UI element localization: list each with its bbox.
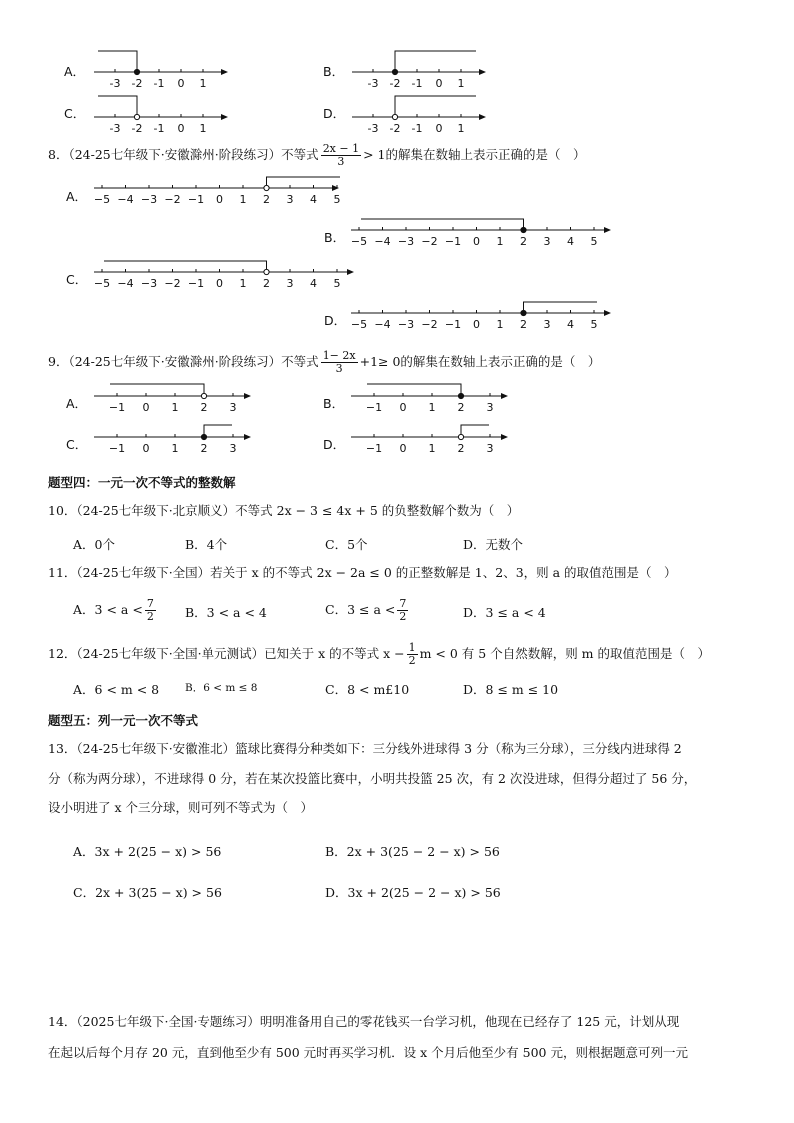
tick-label: 3: [543, 235, 551, 248]
q11-option-a: [73, 598, 158, 623]
q13-option-b: B．2x + 3(25 − 2 − x) > 56: [325, 844, 500, 859]
q8-option-d-label: D．: [324, 313, 347, 328]
tick-label: 0: [473, 318, 480, 331]
axis-arrow: [501, 434, 508, 440]
q13-line2: 分（称为两分球），不进球得 0 分，若在某次投篮比赛中，小明共投篮 25 次，有 2 次没进球，但得分超过了 56 分，: [48, 771, 697, 786]
tick-label: 4: [567, 318, 574, 331]
tick-label: -2: [131, 122, 143, 135]
axis-arrow: [347, 269, 354, 275]
tick-label: -3: [367, 77, 379, 90]
q8-frac-num: 2x − 1: [322, 142, 360, 155]
open-dot: [392, 114, 397, 119]
q7-option-d-label: D．: [323, 106, 346, 121]
tick-label: 1: [171, 442, 179, 455]
tick-label: −1: [108, 442, 126, 455]
tick-label: −4: [374, 235, 391, 248]
closed-dot: [521, 310, 526, 315]
q9-stem: [48, 350, 600, 375]
q13-line1: 13．（24-25七年级下·安徽淮北）篮球比赛得分种类如下：三分线外进球得 3 分（称为三分球），三分线内进球得 2: [48, 741, 682, 756]
q8-frac-den: 3: [337, 155, 345, 168]
q10-option-d: D．无数个: [463, 537, 524, 552]
tick-label: 0: [142, 442, 150, 455]
tick-label: 3: [486, 442, 494, 455]
q8-prefix: 8．（24-25七年级下·安徽滁州·阶段练习）不等式: [48, 147, 319, 162]
solution-bracket: [367, 384, 461, 396]
q14-line1: 14．（2025七年级下·全国·专题练习）明明准备用自己的零花钱买一台学习机，他现在已经存了 125 元，计划从现: [48, 1014, 680, 1029]
q11-option-a-frac: [145, 598, 156, 623]
tick-label: 3: [543, 318, 551, 331]
tick-label: -3: [109, 122, 121, 135]
q8-option-a-numberline: [90, 172, 350, 212]
tick-label: −1: [108, 401, 126, 414]
q8-stem: [48, 143, 586, 168]
solution-bracket: [110, 384, 204, 396]
tick-label: 1: [199, 122, 207, 135]
tick-label: 1: [496, 318, 504, 331]
axis-arrow: [221, 114, 228, 120]
q9-option-c-numberline: [90, 421, 260, 461]
open-dot: [264, 269, 269, 274]
q9-suffix: +1≥ 0的解集在数轴上表示正确的是（ ）: [359, 354, 601, 369]
q12-fraction: [407, 642, 418, 667]
q12-stem-pre: 12．（24-25七年级下·全国·单元测试）已知关于 x 的不等式 x −: [48, 646, 405, 661]
axis-arrow: [604, 310, 611, 316]
closed-dot: [521, 227, 526, 232]
closed-dot: [201, 434, 206, 439]
tick-label: 2: [520, 318, 527, 331]
q12-stem-post: m < 0 有 5 个自然数解，则 m 的取值范围是（ ）: [419, 646, 711, 661]
q9-option-d-numberline: [347, 421, 517, 461]
open-dot: [458, 434, 463, 439]
solution-bracket: [361, 219, 524, 230]
tick-label: 0: [216, 277, 223, 290]
closed-dot: [458, 393, 463, 398]
q11-a-den: 2: [146, 610, 154, 623]
solution-bracket: [98, 51, 137, 72]
tick-label: 3: [286, 193, 294, 206]
tick-label: -2: [131, 77, 143, 90]
q11-option-d: D．3 ≤ a < 4: [463, 605, 546, 620]
tick-label: −2: [164, 193, 181, 206]
q9-option-b-numberline: [347, 380, 517, 420]
tick-label: −4: [374, 318, 391, 331]
tick-label: 1: [428, 442, 436, 455]
tick-label: −5: [93, 277, 111, 290]
q7-option-b-label: B．: [323, 64, 345, 79]
q12-option-a: A．6 < m < 8: [73, 682, 160, 697]
axis-arrow: [479, 69, 486, 75]
q11-c-num: 7: [399, 597, 407, 610]
tick-label: 0: [399, 442, 407, 455]
tick-label: −5: [350, 318, 368, 331]
q9-option-b-label: B．: [323, 396, 345, 411]
tick-label: 2: [457, 442, 465, 455]
q10-stem: 10．（24-25七年级下·北京顺义）不等式 2x − 3 ≤ 4x + 5 的负整数解个数为（ ）: [48, 503, 520, 518]
tick-label: -2: [389, 122, 401, 135]
tick-label: -1: [411, 77, 423, 90]
tick-label: −5: [93, 193, 111, 206]
tick-label: 2: [200, 442, 208, 455]
q8-option-a-label: A．: [66, 189, 88, 204]
q9-frac-den: 3: [335, 362, 343, 375]
tick-label: 2: [263, 277, 270, 290]
tick-label: -1: [153, 122, 165, 135]
tick-label: 0: [177, 122, 185, 135]
open-dot: [264, 185, 269, 190]
axis-arrow: [501, 393, 508, 399]
tick-label: −2: [164, 277, 181, 290]
q9-option-c-label: C．: [66, 437, 88, 452]
q7-option-c-label: C．: [64, 106, 86, 121]
q10-option-b: B．4个: [185, 537, 228, 552]
q12-frac-den: 2: [408, 654, 416, 667]
tick-label: −1: [187, 277, 205, 290]
tick-label: -2: [389, 77, 401, 90]
tick-label: 2: [200, 401, 208, 414]
q11-a-num: 7: [146, 597, 154, 610]
q11-stem: 11．（24-25七年级下·全国）若关于 x 的不等式 2x − 2a ≤ 0 的正整数解是 1、2、3，则 a 的取值范围是（ ）: [48, 565, 677, 580]
q7-option-c-numberline: [90, 90, 235, 135]
tick-label: 4: [310, 193, 317, 206]
q13-option-c: C．2x + 3(25 − x) > 56: [73, 885, 222, 900]
q8-suffix: > 1的解集在数轴上表示正确的是（ ）: [363, 147, 586, 162]
tick-label: 1: [457, 122, 465, 135]
q11-option-a-text: A．3 < a <: [73, 602, 143, 617]
tick-label: 5: [590, 235, 598, 248]
q8-option-b-label: B．: [324, 230, 346, 245]
q11-option-b: B．3 < a < 4: [185, 605, 267, 620]
tick-label: 1: [457, 77, 465, 90]
q8-fraction: [321, 143, 361, 168]
tick-label: 1: [428, 401, 436, 414]
q13-option-d: D．3x + 2(25 − 2 − x) > 56: [325, 885, 501, 900]
tick-label: 1: [239, 193, 247, 206]
q10-option-a: A．0个: [73, 537, 115, 552]
q9-option-a-numberline: [90, 380, 260, 420]
tick-label: -1: [411, 122, 423, 135]
closed-dot: [392, 69, 397, 74]
tick-label: −3: [397, 318, 415, 331]
q10-option-c: C．5个: [325, 537, 368, 552]
q7-option-d-numberline: [348, 90, 493, 135]
solution-bracket: [104, 261, 267, 272]
q11-option-c-frac: [397, 598, 408, 623]
solution-bracket: [204, 425, 232, 437]
tick-label: 3: [486, 401, 494, 414]
tick-label: 3: [229, 442, 237, 455]
tick-label: −4: [117, 277, 134, 290]
tick-label: 5: [333, 193, 341, 206]
tick-label: 0: [142, 401, 150, 414]
tick-label: −4: [117, 193, 134, 206]
tick-label: 1: [199, 77, 207, 90]
q13-line3: 设小明进了 x 个三分球，则可列不等式为（ ）: [48, 800, 313, 815]
tick-label: 0: [435, 122, 443, 135]
q8-option-c-label: C．: [66, 272, 88, 287]
axis-arrow: [221, 69, 228, 75]
tick-label: 4: [567, 235, 574, 248]
solution-bracket: [98, 96, 137, 117]
tick-label: −3: [397, 235, 415, 248]
tick-label: 0: [399, 401, 407, 414]
q9-option-a-label: A．: [66, 396, 88, 411]
tick-label: -3: [367, 122, 379, 135]
q7-option-a-numberline: [90, 45, 235, 90]
q8-option-d-numberline: [347, 297, 617, 337]
q11-c-den: 2: [399, 610, 407, 623]
tick-label: −1: [365, 442, 383, 455]
q9-prefix: 9．（24-25七年级下·安徽滁州·阶段练习）不等式: [48, 354, 319, 369]
tick-label: 4: [310, 277, 317, 290]
q13-option-a: A．3x + 2(25 − x) > 56: [73, 844, 222, 859]
axis-arrow: [332, 185, 339, 191]
q7-option-b-numberline: [348, 45, 493, 90]
tick-label: 3: [229, 401, 237, 414]
tick-label: -1: [153, 77, 165, 90]
q8-option-b-numberline: [347, 214, 617, 254]
tick-label: −3: [140, 277, 158, 290]
open-dot: [201, 393, 206, 398]
tick-label: −1: [444, 235, 462, 248]
tick-label: 0: [473, 235, 480, 248]
tick-label: 0: [216, 193, 223, 206]
solution-bracket: [395, 96, 476, 117]
solution-bracket: [267, 177, 341, 188]
section4-heading: 题型四：一元一次不等式的整数解: [48, 475, 236, 490]
q7-option-a-label: A．: [64, 64, 86, 79]
tick-label: 2: [263, 193, 270, 206]
tick-label: 2: [457, 401, 465, 414]
solution-bracket: [524, 302, 598, 313]
tick-label: 2: [520, 235, 527, 248]
q12-option-d: D．8 ≤ m ≤ 10: [463, 682, 559, 697]
q9-option-d-label: D．: [323, 437, 346, 452]
q12-frac-num: 1: [408, 641, 416, 654]
axis-arrow: [604, 227, 611, 233]
tick-label: −3: [140, 193, 158, 206]
tick-label: 0: [177, 77, 185, 90]
tick-label: −2: [421, 235, 438, 248]
tick-label: 1: [239, 277, 247, 290]
tick-label: −5: [350, 235, 368, 248]
tick-label: 1: [171, 401, 179, 414]
tick-label: 3: [286, 277, 294, 290]
axis-arrow: [244, 393, 251, 399]
q9-frac-num: 1− 2x: [322, 349, 356, 362]
q12-option-b: B．6 < m ≤ 8: [185, 682, 258, 694]
tick-label: 5: [590, 318, 598, 331]
q11-option-c: [325, 598, 410, 623]
q11-option-c-text: C．3 ≤ a <: [325, 602, 396, 617]
q14-line2: 在起以后每个月存 20 元，直到他至少有 500 元时再买学习机．设 x 个月后他至少有 500 元，则根据题意可列一元: [48, 1045, 688, 1060]
solution-bracket: [395, 51, 476, 72]
tick-label: −2: [421, 318, 438, 331]
tick-label: 1: [496, 235, 504, 248]
closed-dot: [134, 69, 139, 74]
open-dot: [134, 114, 139, 119]
q12-option-c: C．8 < m£10: [325, 682, 410, 697]
tick-label: −1: [187, 193, 205, 206]
tick-label: 0: [435, 77, 443, 90]
q12-stem: [48, 642, 710, 667]
q8-option-c-numberline: [90, 256, 360, 296]
axis-arrow: [244, 434, 251, 440]
q9-fraction: [321, 350, 358, 375]
solution-bracket: [461, 425, 489, 437]
section5-heading: 题型五：列一元一次不等式: [48, 713, 199, 728]
axis-arrow: [479, 114, 486, 120]
tick-label: −1: [444, 318, 462, 331]
tick-label: −1: [365, 401, 383, 414]
tick-label: -3: [109, 77, 121, 90]
tick-label: 5: [333, 277, 341, 290]
